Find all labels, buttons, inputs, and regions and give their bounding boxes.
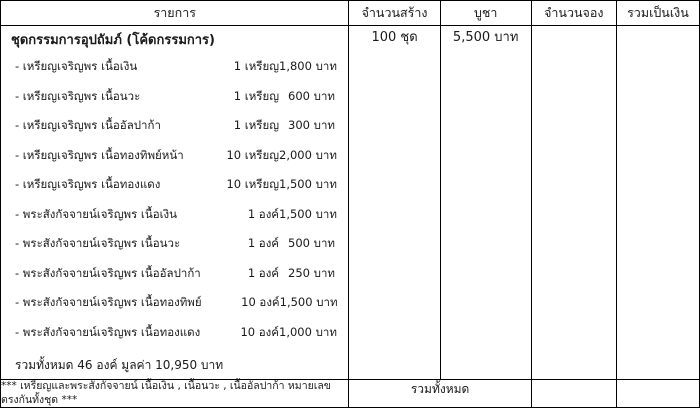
item-amount: 1,500 บาท: [279, 206, 337, 221]
item-quantity: 10 เหรียญ: [226, 147, 279, 162]
list-item: [1, 176, 348, 206]
table-row: [1, 26, 700, 380]
list-item: [1, 147, 348, 177]
item-name: - เหรียญเจริญพร เนื้ออัลปาก้า: [15, 118, 161, 132]
item-amount: 500 บาท: [288, 236, 335, 250]
item-name: - พระสังกัจจายน์เจริญพร เนื้อทองแดง: [15, 324, 201, 339]
item-quantity: 10 องค์: [241, 295, 280, 309]
item-amount: 1,000 บาท: [279, 324, 337, 339]
item-name: - เหรียญเจริญพร เนื้อเงิน: [15, 59, 138, 73]
item-amount: 1,500 บาท: [279, 177, 337, 191]
item-quantity: 1 องค์: [247, 265, 279, 280]
item-amount: 1,800 บาท: [279, 59, 337, 73]
column-header-quantity-made: จำนวนสร้าง: [349, 1, 440, 26]
list-item: [1, 206, 348, 236]
item-name: - เหรียญเจริญพร เนื้อทองแดง: [15, 177, 161, 191]
item-quantity: 10 องค์: [240, 324, 279, 339]
list-item: [1, 294, 348, 324]
column-header-price: บูชา: [440, 1, 531, 26]
item-quantity: 1 เหรียญ: [233, 88, 279, 103]
amount-value[interactable]: [616, 26, 699, 380]
list-item: [1, 324, 348, 354]
item-name: - เหรียญเจริญพร เนื้อนวะ: [15, 88, 141, 103]
item-quantity: 1 องค์: [247, 206, 279, 221]
list-item: [1, 117, 348, 147]
item-name: - พระสังกัจจายน์เจริญพร เนื้อเงิน: [15, 206, 178, 221]
item-quantity: 10 เหรียญ: [226, 177, 279, 191]
item-name: - พระสังกัจจายน์เจริญพร เนื้ออัลปาก้า: [15, 265, 201, 280]
list-item: [1, 58, 348, 88]
list-item: [1, 235, 348, 265]
item-amount: 1,500 บาท: [279, 295, 338, 309]
footnote-text: *** เหรียญและพระสังกัจจายน์ เนื้อเงิน , เนื้อนวะ , เนื้ออัลปาก้า หมายเลขตรงกันทั้งชุด ***: [1, 380, 349, 408]
grand-total-reserved[interactable]: [531, 380, 616, 408]
item-list-cell: [1, 26, 349, 380]
item-quantity: 1 องค์: [247, 236, 279, 250]
item-name: - เหรียญเจริญพร เนื้อทองทิพย์หน้า: [15, 147, 184, 162]
items-summary: รวมทั้งหมด 46 องค์ มูลค่า 10,950 บาท: [15, 358, 224, 372]
column-header-reserved: จำนวนจอง: [531, 1, 616, 26]
item-amount: 250 บาท: [288, 265, 335, 280]
item-quantity: 1 เหรียญ: [233, 59, 279, 73]
item-quantity: 1 เหรียญ: [233, 118, 279, 132]
grand-total-label: รวมทั้งหมด: [349, 380, 531, 408]
item-group-title: ชุดกรรมการอุปถัมภ์ (โค้ดกรรมการ): [11, 33, 215, 48]
column-header-amount: รวมเป็นเงิน: [616, 1, 699, 26]
list-item: [1, 265, 348, 295]
item-amount: 600 บาท: [288, 88, 335, 103]
item-name: - พระสังกัจจายน์เจริญพร เนื้อทองทิพย์: [15, 295, 202, 309]
column-header-item: รายการ: [1, 1, 349, 26]
item-amount: 2,000 บาท: [279, 147, 337, 162]
reserved-value[interactable]: [531, 26, 616, 380]
quantity-made-value: 100 ชุด: [349, 26, 440, 380]
price-value: 5,500 บาท: [440, 26, 531, 380]
list-item: [1, 88, 348, 118]
grand-total-value[interactable]: [616, 380, 699, 408]
item-amount: 300 บาท: [288, 118, 335, 132]
footnote-row: [1, 380, 700, 408]
table-header-row: [1, 1, 700, 26]
item-name: - พระสังกัจจายน์เจริญพร เนื้อนวะ: [15, 236, 181, 250]
